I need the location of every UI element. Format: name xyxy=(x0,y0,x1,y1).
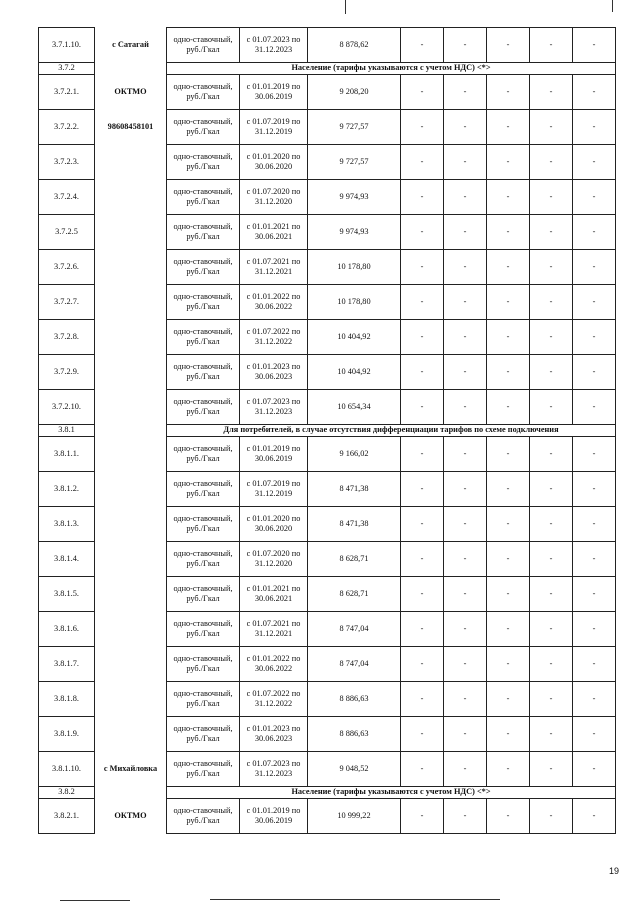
scan-line-bottom-left xyxy=(60,900,130,901)
empty-cell: - xyxy=(444,542,487,577)
table-row xyxy=(39,799,616,834)
row-side-label xyxy=(95,180,167,215)
scan-line-top xyxy=(345,0,346,14)
table-row xyxy=(39,390,616,425)
table-row xyxy=(39,75,616,110)
empty-cell: - xyxy=(573,507,616,542)
empty-cell: - xyxy=(530,437,573,472)
table-row xyxy=(39,507,616,542)
empty-cell: - xyxy=(530,180,573,215)
row-code: 3.8.1.1. xyxy=(39,437,95,472)
empty-cell: - xyxy=(530,320,573,355)
tariff-value: 8 886,63 xyxy=(308,682,401,717)
empty-cell: - xyxy=(573,752,616,787)
section-header-row xyxy=(39,787,616,799)
empty-cell: - xyxy=(444,577,487,612)
empty-cell: - xyxy=(530,507,573,542)
empty-cell: - xyxy=(573,647,616,682)
scan-line-top-right xyxy=(612,0,613,12)
table-row xyxy=(39,250,616,285)
row-code: 3.7.2.1. xyxy=(39,75,95,110)
row-code: 3.8.1.6. xyxy=(39,612,95,647)
empty-cell: - xyxy=(487,647,530,682)
rate-type: одно-ставочный, руб./Гкал xyxy=(167,355,240,390)
scan-line-bottom-mid xyxy=(210,899,500,900)
empty-cell: - xyxy=(487,437,530,472)
tariff-value: 9 974,93 xyxy=(308,180,401,215)
rate-type: одно-ставочный, руб./Гкал xyxy=(167,577,240,612)
empty-cell: - xyxy=(401,285,444,320)
validity-period: с 01.07.2022 по 31.12.2022 xyxy=(240,682,308,717)
empty-cell: - xyxy=(487,250,530,285)
empty-cell: - xyxy=(530,717,573,752)
empty-cell: - xyxy=(573,437,616,472)
section-title: Для потребителей, в случае отсутствия дифференциации тарифов по схеме подключения xyxy=(167,425,616,437)
empty-cell: - xyxy=(487,472,530,507)
tariff-value: 10 654,34 xyxy=(308,390,401,425)
row-side-label xyxy=(95,320,167,355)
tariff-table xyxy=(38,27,616,834)
validity-period: с 01.01.2020 по 30.06.2020 xyxy=(240,507,308,542)
tariff-value: 8 747,04 xyxy=(308,647,401,682)
empty-cell: - xyxy=(401,250,444,285)
row-side-label xyxy=(95,472,167,507)
row-code: 3.7.2.10. xyxy=(39,390,95,425)
empty-cell: - xyxy=(573,320,616,355)
rate-type: одно-ставочный, руб./Гкал xyxy=(167,320,240,355)
empty-cell: - xyxy=(444,437,487,472)
empty-cell: - xyxy=(401,799,444,834)
empty-cell: - xyxy=(487,542,530,577)
table-row xyxy=(39,215,616,250)
empty-cell: - xyxy=(444,472,487,507)
tariff-value: 10 404,92 xyxy=(308,320,401,355)
empty-cell: - xyxy=(573,577,616,612)
rate-type: одно-ставочный, руб./Гкал xyxy=(167,507,240,542)
empty-cell: - xyxy=(401,612,444,647)
table-row xyxy=(39,437,616,472)
row-code: 3.7.2.5 xyxy=(39,215,95,250)
row-side-label xyxy=(95,145,167,180)
empty-cell: - xyxy=(487,145,530,180)
rate-type: одно-ставочный, руб./Гкал xyxy=(167,180,240,215)
row-code: 3.7.1.10. xyxy=(39,28,95,63)
empty-cell: - xyxy=(530,799,573,834)
empty-cell: - xyxy=(530,390,573,425)
validity-period: с 01.01.2023 по 30.06.2023 xyxy=(240,717,308,752)
empty-cell: - xyxy=(444,752,487,787)
empty-cell: - xyxy=(530,752,573,787)
empty-cell: - xyxy=(573,717,616,752)
validity-period: с 01.07.2023 по 31.12.2023 xyxy=(240,28,308,63)
empty-cell: - xyxy=(487,612,530,647)
table-row xyxy=(39,355,616,390)
empty-cell: - xyxy=(530,612,573,647)
empty-cell: - xyxy=(487,180,530,215)
table-row xyxy=(39,752,616,787)
empty-cell: - xyxy=(444,285,487,320)
row-code: 3.7.2.8. xyxy=(39,320,95,355)
empty-cell: - xyxy=(573,285,616,320)
tariff-value: 8 628,71 xyxy=(308,542,401,577)
empty-cell: - xyxy=(401,145,444,180)
row-side-label: ОКТМО xyxy=(114,810,147,820)
section-title: Население (тарифы указываются с учетом НДС) <*> xyxy=(167,787,616,799)
section-header-row xyxy=(39,425,616,437)
empty-cell: - xyxy=(573,145,616,180)
empty-cell: - xyxy=(573,472,616,507)
row-side-label xyxy=(95,390,167,425)
empty-cell: - xyxy=(487,507,530,542)
empty-cell: - xyxy=(444,320,487,355)
empty-cell: - xyxy=(573,215,616,250)
section-header-row xyxy=(39,63,616,75)
tariff-value: 8 747,04 xyxy=(308,612,401,647)
tariff-value: 10 178,80 xyxy=(308,285,401,320)
rate-type: одно-ставочный, руб./Гкал xyxy=(167,542,240,577)
rate-type: одно-ставочный, руб./Гкал xyxy=(167,390,240,425)
empty-cell: - xyxy=(487,75,530,110)
section-spacer xyxy=(95,63,167,75)
row-code: 3.8.1.7. xyxy=(39,647,95,682)
empty-cell: - xyxy=(573,390,616,425)
empty-cell: - xyxy=(487,390,530,425)
rate-type: одно-ставочный, руб./Гкал xyxy=(167,145,240,180)
empty-cell: - xyxy=(573,612,616,647)
table-row xyxy=(39,577,616,612)
empty-cell: - xyxy=(487,215,530,250)
empty-cell: - xyxy=(444,215,487,250)
rate-type: одно-ставочный, руб./Гкал xyxy=(167,682,240,717)
empty-cell: - xyxy=(401,320,444,355)
row-side-label: 98608458101 xyxy=(107,121,154,131)
row-side-label: ОКТМО xyxy=(114,86,147,96)
validity-period: с 01.01.2022 по 30.06.2022 xyxy=(240,285,308,320)
validity-period: с 01.07.2020 по 31.12.2020 xyxy=(240,542,308,577)
row-code: 3.8.1.2. xyxy=(39,472,95,507)
empty-cell: - xyxy=(444,612,487,647)
empty-cell: - xyxy=(401,507,444,542)
validity-period: с 01.07.2019 по 31.12.2019 xyxy=(240,472,308,507)
validity-period: с 01.01.2023 по 30.06.2023 xyxy=(240,355,308,390)
section-code: 3.8.2 xyxy=(39,787,95,799)
validity-period: с 01.07.2019 по 31.12.2019 xyxy=(240,110,308,145)
tariff-value: 10 404,92 xyxy=(308,355,401,390)
table-row xyxy=(39,320,616,355)
section-spacer xyxy=(95,787,167,799)
table-row xyxy=(39,145,616,180)
empty-cell: - xyxy=(530,250,573,285)
tariff-value: 9 048,52 xyxy=(308,752,401,787)
empty-cell: - xyxy=(530,110,573,145)
tariff-value: 8 886,63 xyxy=(308,717,401,752)
empty-cell: - xyxy=(444,28,487,63)
empty-cell: - xyxy=(444,180,487,215)
row-code: 3.8.1.10. xyxy=(39,752,95,787)
validity-period: с 01.01.2019 по 30.06.2019 xyxy=(240,75,308,110)
row-code: 3.8.1.3. xyxy=(39,507,95,542)
validity-period: с 01.07.2023 по 31.12.2023 xyxy=(240,390,308,425)
empty-cell: - xyxy=(401,75,444,110)
validity-period: с 01.07.2023 по 31.12.2023 xyxy=(240,752,308,787)
rate-type: одно-ставочный, руб./Гкал xyxy=(167,799,240,834)
tariff-value: 9 727,57 xyxy=(308,145,401,180)
row-code: 3.7.2.3. xyxy=(39,145,95,180)
validity-period: с 01.07.2022 по 31.12.2022 xyxy=(240,320,308,355)
empty-cell: - xyxy=(401,752,444,787)
empty-cell: - xyxy=(401,390,444,425)
empty-cell: - xyxy=(573,110,616,145)
row-side-label: с Михайловка xyxy=(103,763,158,773)
empty-cell: - xyxy=(573,355,616,390)
row-side-label xyxy=(95,542,167,577)
empty-cell: - xyxy=(444,75,487,110)
rate-type: одно-ставочный, руб./Гкал xyxy=(167,75,240,110)
tariff-value: 10 178,80 xyxy=(308,250,401,285)
row-code: 3.7.2.4. xyxy=(39,180,95,215)
validity-period: с 01.01.2019 по 30.06.2019 xyxy=(240,799,308,834)
empty-cell: - xyxy=(401,28,444,63)
row-side-label xyxy=(95,215,167,250)
empty-cell: - xyxy=(487,717,530,752)
empty-cell: - xyxy=(487,28,530,63)
empty-cell: - xyxy=(530,355,573,390)
empty-cell: - xyxy=(401,577,444,612)
table-row xyxy=(39,472,616,507)
rate-type: одно-ставочный, руб./Гкал xyxy=(167,110,240,145)
validity-period: с 01.01.2019 по 30.06.2019 xyxy=(240,437,308,472)
validity-period: с 01.07.2021 по 31.12.2021 xyxy=(240,612,308,647)
empty-cell: - xyxy=(401,110,444,145)
section-title: Население (тарифы указываются с учетом НДС) <*> xyxy=(167,63,616,75)
row-side-label xyxy=(95,612,167,647)
empty-cell: - xyxy=(444,250,487,285)
rate-type: одно-ставочный, руб./Гкал xyxy=(167,250,240,285)
empty-cell: - xyxy=(573,799,616,834)
empty-cell: - xyxy=(401,717,444,752)
empty-cell: - xyxy=(401,682,444,717)
empty-cell: - xyxy=(530,577,573,612)
validity-period: с 01.01.2021 по 30.06.2021 xyxy=(240,577,308,612)
empty-cell: - xyxy=(401,215,444,250)
table-row xyxy=(39,180,616,215)
rate-type: одно-ставочный, руб./Гкал xyxy=(167,752,240,787)
empty-cell: - xyxy=(530,75,573,110)
rate-type: одно-ставочный, руб./Гкал xyxy=(167,472,240,507)
rate-type: одно-ставочный, руб./Гкал xyxy=(167,437,240,472)
empty-cell: - xyxy=(573,75,616,110)
row-side-label: с Сатагай xyxy=(112,39,149,49)
empty-cell: - xyxy=(444,647,487,682)
row-side-label xyxy=(95,682,167,717)
rate-type: одно-ставочный, руб./Гкал xyxy=(167,28,240,63)
table-row xyxy=(39,542,616,577)
empty-cell: - xyxy=(530,28,573,63)
empty-cell: - xyxy=(530,285,573,320)
empty-cell: - xyxy=(487,682,530,717)
tariff-value: 8 471,38 xyxy=(308,507,401,542)
empty-cell: - xyxy=(530,145,573,180)
section-code: 3.8.1 xyxy=(39,425,95,437)
table-row xyxy=(39,647,616,682)
empty-cell: - xyxy=(401,437,444,472)
row-side-label xyxy=(95,285,167,320)
table-row xyxy=(39,110,616,145)
row-side-label xyxy=(95,717,167,752)
empty-cell: - xyxy=(401,180,444,215)
row-code: 3.8.1.4. xyxy=(39,542,95,577)
empty-cell: - xyxy=(444,799,487,834)
rate-type: одно-ставочный, руб./Гкал xyxy=(167,647,240,682)
table-row xyxy=(39,285,616,320)
empty-cell: - xyxy=(487,799,530,834)
empty-cell: - xyxy=(487,577,530,612)
empty-cell: - xyxy=(573,28,616,63)
empty-cell: - xyxy=(444,682,487,717)
table-row xyxy=(39,28,616,63)
empty-cell: - xyxy=(487,355,530,390)
row-code: 3.7.2.7. xyxy=(39,285,95,320)
row-side-label xyxy=(95,577,167,612)
section-spacer xyxy=(95,425,167,437)
rate-type: одно-ставочный, руб./Гкал xyxy=(167,717,240,752)
row-code: 3.8.1.5. xyxy=(39,577,95,612)
empty-cell: - xyxy=(401,542,444,577)
validity-period: с 01.01.2020 по 30.06.2020 xyxy=(240,145,308,180)
empty-cell: - xyxy=(444,717,487,752)
empty-cell: - xyxy=(444,145,487,180)
row-code: 3.8.1.8. xyxy=(39,682,95,717)
empty-cell: - xyxy=(487,752,530,787)
empty-cell: - xyxy=(530,542,573,577)
empty-cell: - xyxy=(444,390,487,425)
row-code: 3.8.2.1. xyxy=(39,799,95,834)
table-row xyxy=(39,682,616,717)
empty-cell: - xyxy=(401,647,444,682)
rate-type: одно-ставочный, руб./Гкал xyxy=(167,612,240,647)
tariff-value: 9 727,57 xyxy=(308,110,401,145)
tariff-table-body xyxy=(39,28,616,834)
row-code: 3.7.2.9. xyxy=(39,355,95,390)
empty-cell: - xyxy=(530,215,573,250)
validity-period: с 01.01.2021 по 30.06.2021 xyxy=(240,215,308,250)
empty-cell: - xyxy=(487,285,530,320)
section-code: 3.7.2 xyxy=(39,63,95,75)
table-row xyxy=(39,717,616,752)
rate-type: одно-ставочный, руб./Гкал xyxy=(167,285,240,320)
validity-period: с 01.07.2020 по 31.12.2020 xyxy=(240,180,308,215)
table-row xyxy=(39,612,616,647)
empty-cell: - xyxy=(487,320,530,355)
tariff-value: 9 208,20 xyxy=(308,75,401,110)
row-code: 3.8.1.9. xyxy=(39,717,95,752)
row-side-label xyxy=(95,507,167,542)
validity-period: с 01.01.2022 по 30.06.2022 xyxy=(240,647,308,682)
empty-cell: - xyxy=(573,250,616,285)
empty-cell: - xyxy=(530,682,573,717)
empty-cell: - xyxy=(573,542,616,577)
empty-cell: - xyxy=(573,180,616,215)
row-code: 3.7.2.6. xyxy=(39,250,95,285)
empty-cell: - xyxy=(444,110,487,145)
page-number: 19 xyxy=(608,866,619,876)
row-side-label xyxy=(95,437,167,472)
tariff-value: 10 999,22 xyxy=(308,799,401,834)
validity-period: с 01.07.2021 по 31.12.2021 xyxy=(240,250,308,285)
rate-type: одно-ставочный, руб./Гкал xyxy=(167,215,240,250)
tariff-value: 9 974,93 xyxy=(308,215,401,250)
empty-cell: - xyxy=(444,355,487,390)
row-side-label xyxy=(95,355,167,390)
tariff-value: 8 471,38 xyxy=(308,472,401,507)
empty-cell: - xyxy=(401,355,444,390)
tariff-value: 8 628,71 xyxy=(308,577,401,612)
row-code: 3.7.2.2. xyxy=(39,110,95,145)
row-side-label xyxy=(95,647,167,682)
empty-cell: - xyxy=(444,507,487,542)
tariff-value: 8 878,62 xyxy=(308,28,401,63)
empty-cell: - xyxy=(573,682,616,717)
empty-cell: - xyxy=(530,472,573,507)
empty-cell: - xyxy=(487,110,530,145)
empty-cell: - xyxy=(530,647,573,682)
empty-cell: - xyxy=(401,472,444,507)
tariff-value: 9 166,02 xyxy=(308,437,401,472)
row-side-label xyxy=(95,250,167,285)
